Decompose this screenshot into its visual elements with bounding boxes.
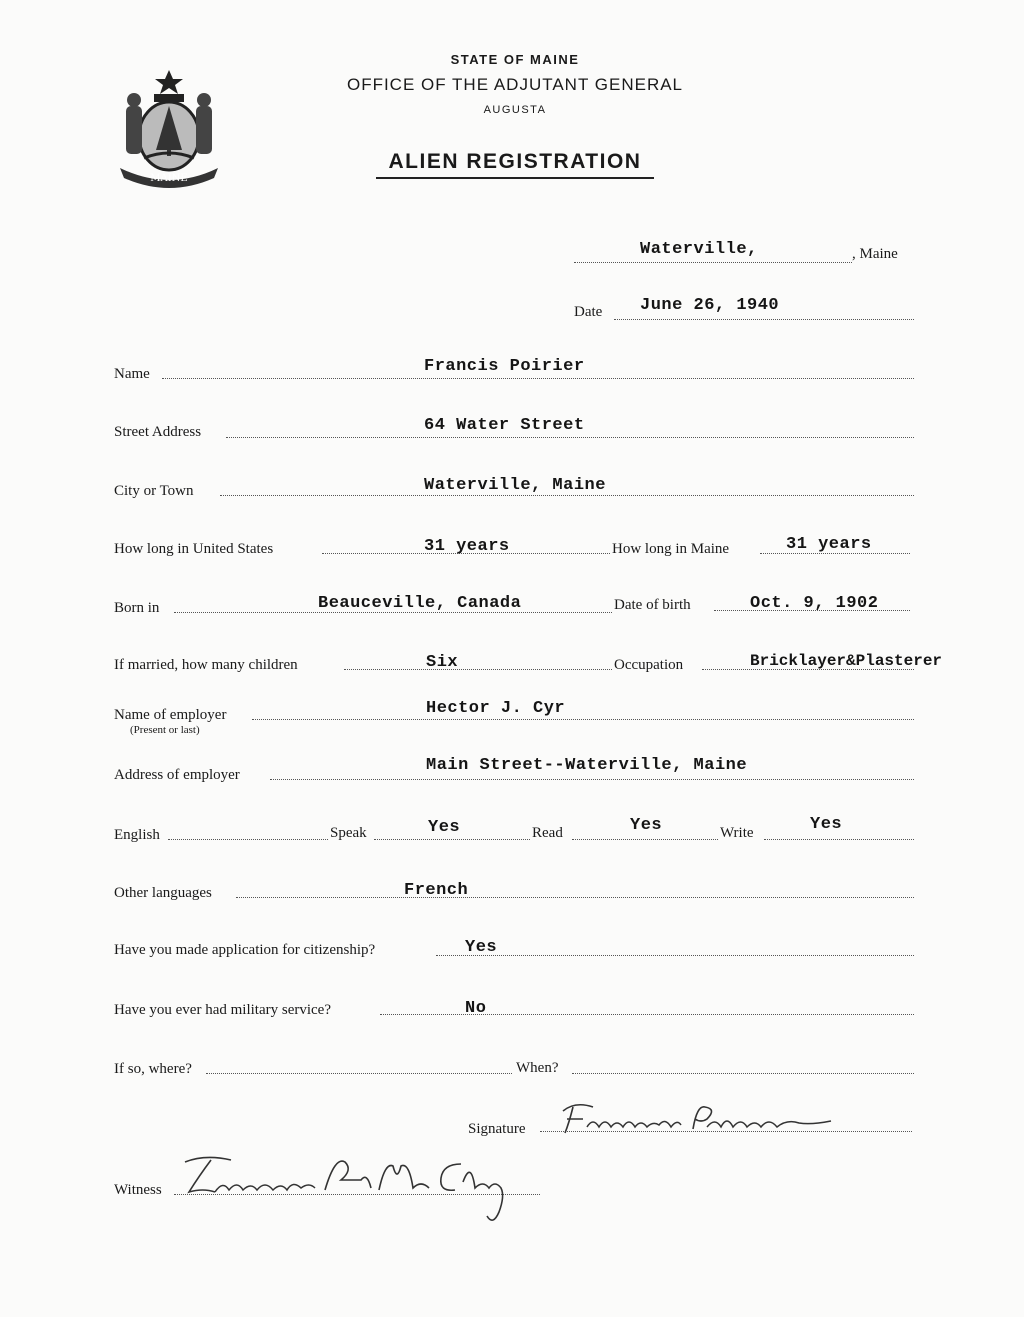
employer-line xyxy=(252,719,914,720)
speak-line xyxy=(374,839,530,840)
office-heading: OFFICE OF THE ADJUTANT GENERAL xyxy=(346,75,684,94)
write-value: Yes xyxy=(810,815,843,834)
us-years-value: 31 years xyxy=(424,537,510,556)
maine-years-value: 31 years xyxy=(786,535,872,554)
dob-label: Date of birth xyxy=(614,597,691,613)
date-line xyxy=(614,319,914,320)
date-label: Date xyxy=(574,304,603,320)
state-heading: STATE OF MAINE xyxy=(450,52,580,67)
name-value: Francis Poirier xyxy=(424,357,585,376)
maine-years-label: How long in Maine xyxy=(612,541,730,557)
write-label: Write xyxy=(720,825,754,841)
employer-value: Hector J. Cyr xyxy=(426,699,566,718)
witness-label: Witness xyxy=(114,1182,162,1198)
military-label: Have you ever had military service? xyxy=(114,1002,331,1018)
other-languages-label: Other languages xyxy=(114,885,212,901)
where-line xyxy=(206,1073,512,1074)
when-line xyxy=(572,1073,914,1074)
born-value: Beauceville, Canada xyxy=(318,594,522,613)
citizenship-line xyxy=(436,955,914,956)
speak-value: Yes xyxy=(428,818,461,837)
other-languages-value: French xyxy=(404,881,469,900)
street-value: 64 Water Street xyxy=(424,416,585,435)
children-value: Six xyxy=(426,653,459,672)
read-line xyxy=(572,839,718,840)
other-languages-line xyxy=(236,897,914,898)
write-line xyxy=(764,839,914,840)
employer-address-label: Address of employer xyxy=(114,767,240,783)
citizenship-label: Have you made application for citizenship? xyxy=(114,942,376,958)
where-label: If so, where? xyxy=(114,1061,192,1077)
employer-sublabel: (Present or last) xyxy=(130,724,200,736)
place-value: Waterville, xyxy=(640,240,758,259)
born-label: Born in xyxy=(114,600,160,616)
page-title: ALIEN REGISTRATION xyxy=(388,150,642,173)
citizenship-value: Yes xyxy=(465,938,498,957)
military-line xyxy=(380,1014,914,1015)
city-value: Waterville, Maine xyxy=(424,476,606,495)
military-value: No xyxy=(465,999,487,1018)
signature-handwritten xyxy=(555,1097,855,1145)
us-years-label: How long in United States xyxy=(114,541,274,557)
place-line xyxy=(574,262,852,263)
city-line xyxy=(220,495,914,496)
date-value: June 26, 1940 xyxy=(640,296,780,315)
name-line xyxy=(162,378,914,379)
signature-label: Signature xyxy=(468,1121,526,1137)
employer-label: Name of employer xyxy=(114,707,227,723)
name-label: Name xyxy=(114,366,150,382)
children-line xyxy=(344,669,612,670)
witness-handwritten xyxy=(175,1152,545,1230)
dob-value: Oct. 9, 1902 xyxy=(750,594,879,613)
street-label: Street Address xyxy=(114,424,202,440)
when-label: When? xyxy=(516,1060,559,1076)
occupation-value: Bricklayer&Plasterer xyxy=(750,652,943,670)
street-line xyxy=(226,437,914,438)
read-value: Yes xyxy=(630,816,663,835)
seal-lettering: MAINE xyxy=(150,173,188,184)
place-suffix: , Maine xyxy=(852,246,898,262)
english-line xyxy=(168,839,328,840)
children-label: If married, how many children xyxy=(114,657,298,673)
employer-address-line xyxy=(270,779,914,780)
city-heading: AUGUSTA xyxy=(483,104,547,116)
english-label: English xyxy=(114,827,160,843)
employer-address-value: Main Street--Waterville, Maine xyxy=(426,756,748,775)
city-label: City or Town xyxy=(114,483,194,499)
read-label: Read xyxy=(532,825,563,841)
occupation-label: Occupation xyxy=(614,657,684,673)
speak-label: Speak xyxy=(330,825,367,841)
title-underline xyxy=(376,177,654,179)
state-seal xyxy=(116,66,222,194)
